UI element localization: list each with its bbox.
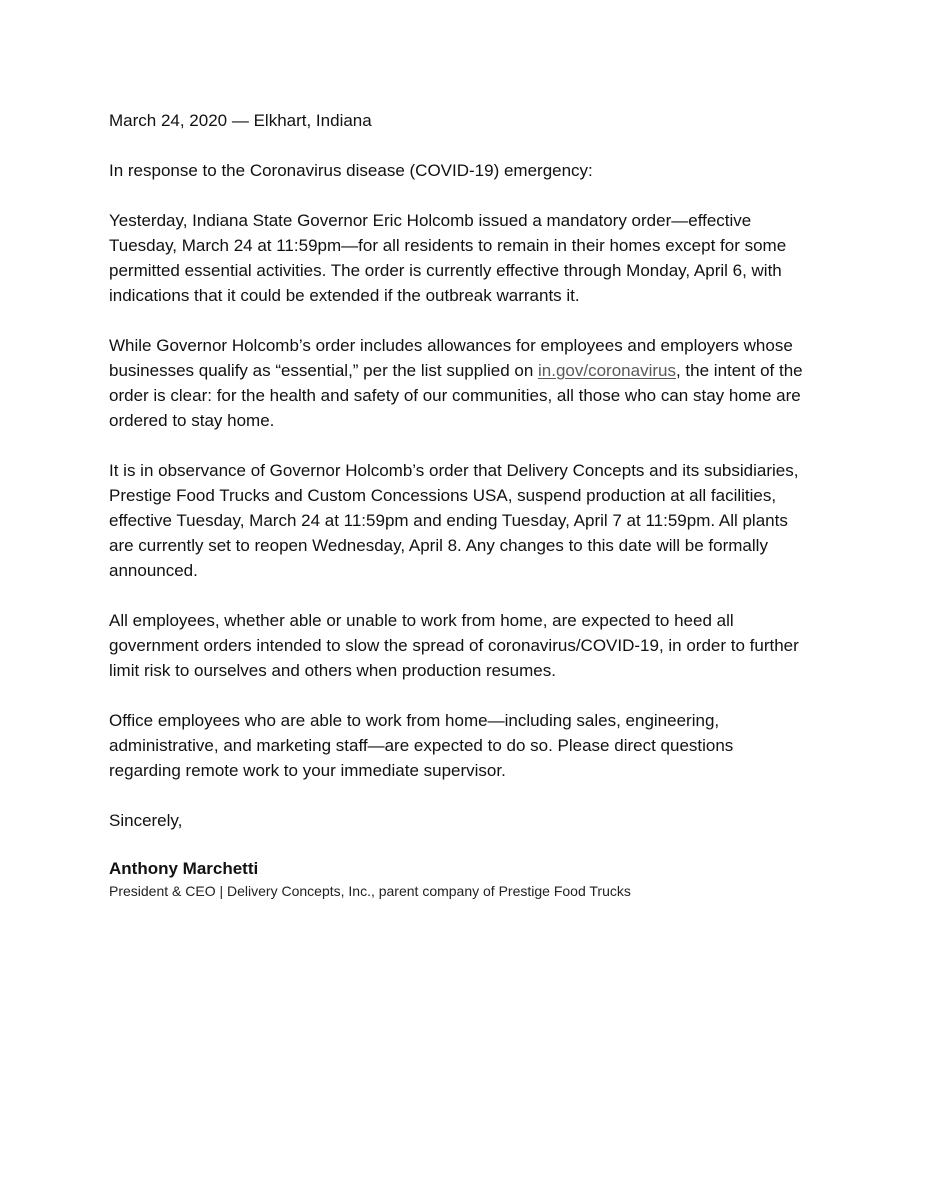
- paragraph-essential-text-after: , the intent of the order is clear: for the health and safety of our communities, all those who can stay home are ordered to stay home.: [109, 361, 803, 430]
- intro-paragraph: In response to the Coronavirus disease (COVID-19) emergency:: [109, 161, 593, 180]
- dateline: March 24, 2020 — Elkhart, Indiana: [109, 111, 372, 130]
- letter-body: [109, 108, 809, 901]
- signature-name: Anthony Marchetti: [109, 859, 259, 878]
- paragraph-essential-text-before: While Governor Holcomb’s order includes allowances for employees and employers whose businesses qualify as “essential,” per the list supplied on: [109, 336, 793, 380]
- paragraph-governor-order: Yesterday, Indiana State Governor Eric Holcomb issued a mandatory order—effective Tuesday, March 24 at 11:59pm—for all residents to remain in their homes except for some permitted essential activities. The order is currently effective through Monday, April 6, with indications that it could be extended if the outbreak warrants it.: [109, 211, 787, 305]
- paragraph-essential-allowances: [109, 333, 809, 433]
- paragraph-employee-expectations: All employees, whether able or unable to work from home, are expected to heed all government orders intended to slow the spread of coronavirus/COVID-19, in order to further limit risk to ourselves and others when production resumes.: [109, 611, 799, 680]
- in-gov-coronavirus-link[interactable]: in.gov/coronavirus: [538, 361, 676, 380]
- paragraph-remote-work: Office employees who are able to work from home—including sales, engineering, administrative, and marketing staff—are expected to do so. Please direct questions regarding remote work to your immediate supervisor.: [109, 711, 734, 780]
- closing: Sincerely,: [109, 811, 183, 830]
- signature-title: President & CEO | Delivery Concepts, Inc., parent company of Prestige Food Trucks: [109, 883, 631, 899]
- paragraph-production-suspension: It is in observance of Governor Holcomb’s order that Delivery Concepts and its subsidiaries, Prestige Food Trucks and Custom Concessions USA, suspend production at all facilities, effective Tuesday, March 24 at 11:59pm and ending Tuesday, April 7 at 11:59pm. All plants are currently set to reopen Wednesday, April 8. Any changes to this date will be formally announced.: [109, 461, 799, 580]
